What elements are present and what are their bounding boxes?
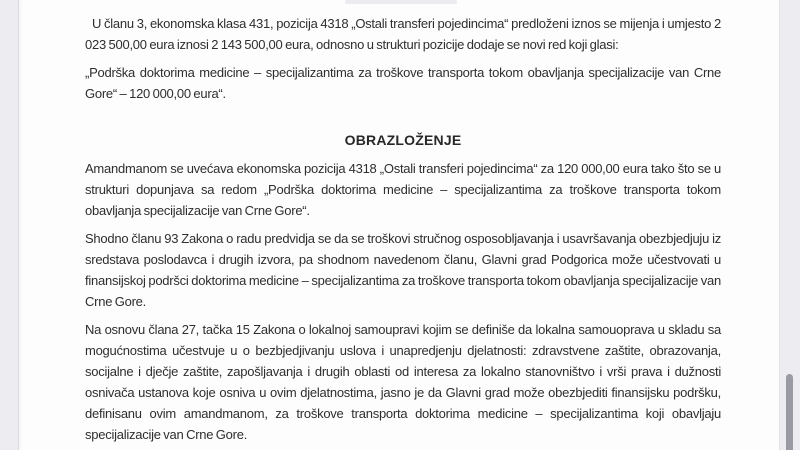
paragraph-amended-amount: U članu 3, ekonomska klasa 431, pozicija 4318 „Ostali transferi pojedincima“ predloženi iznos se mijenja i umjesto 2 023 500,00 eura iznosi 2 143 500,00 eura, odnosno u strukturi pozicije dodaje se novi red koji glasi: [85, 16, 721, 52]
paragraph-labor-law-basis: Shodno članu 93 Zakona o radu predvidja se da se troškovi stručnog osposobljavanja i usavršavanja obezbjedjuju iz sredstava poslodavca i drugih izvora, pa shodnom navedenom članu, Glavni grad Podgorica može učestvovati u finansijskoj podršci doktorima medicine – specijalizantima za troškove transporta tokom obavljanja specijalizacije van Crne Gore. [85, 231, 721, 309]
page-left-margin-shade [0, 0, 19, 450]
scrollbar-thumb[interactable] [786, 374, 793, 450]
cropped-line-remnant [345, 0, 457, 4]
paragraph-new-budget-row: „Podrška doktorima medicine – specijalizantima za troškove transporta tokom obavljanja specijalizacije van Crne Gore“ – 120 000,00 eura“. [85, 65, 721, 101]
paragraph-local-selfgovernment-basis: Na osnovu člana 27, tačka 15 Zakona o lokalnoj samoupravi kojim se definiše da lokalna samouoprava u skladu sa mogućnostima učestvuje u o bezbjedjivanju uslova i unapredjenju djelatnosti: zdravstvene zaštite, obrazovanja, socijalne i dječje zaštite, zapošljavanja i drugih oblasti od interesa za lokalno stanovništvo i vrši prava i dužnosti osnivača ustanova koje osniva u ovim djelatnostima, jasno je da Glavni grad može obezbjediti finansijsku podršku, definisanu ovim amandmanom, za troškove transporta doktorima medicine – specijalizantima koji obavljaju specijalizacije van Crne Gore. [85, 322, 721, 442]
document-page [85, 13, 721, 450]
paragraph-amendment-increase: Amandmanom se uvećava ekonomska pozicija 4318 „Ostali transferi pojedincima“ za 120 000,00 eura tako što se u strukturi dopunjava sa redom „Podrška doktorima medicine – specijalizantima za troškove transporta tokom obavljanja specijalizacije van Crne Gore“. [85, 161, 721, 218]
section-heading-obrazlozenje: OBRAZLOŽENJE [344, 132, 462, 148]
